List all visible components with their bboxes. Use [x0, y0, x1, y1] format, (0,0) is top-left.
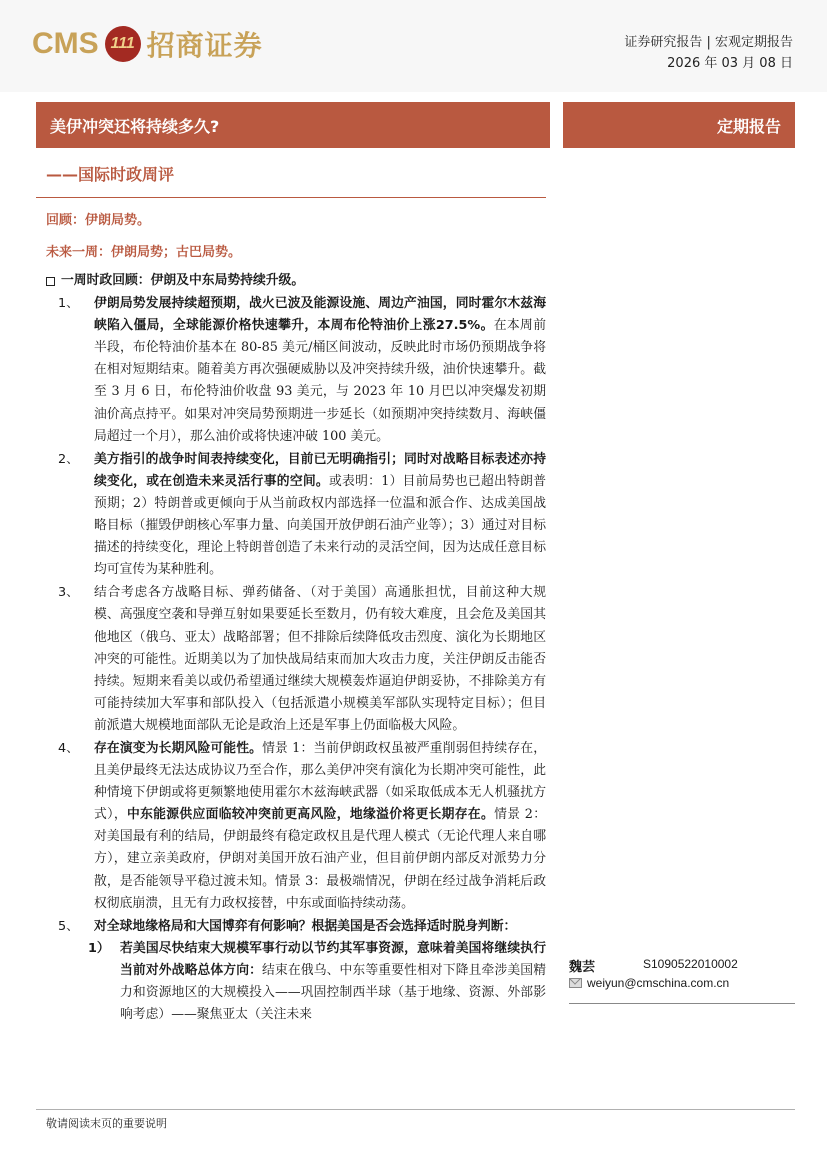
logo-chinese-name: 招商证券 — [146, 29, 263, 62]
summary-next-week: 未来一周：伊朗局势；古巴局势。 — [46, 245, 242, 260]
logo-emblem-text: 111 — [110, 35, 135, 52]
page-header — [0, 0, 827, 92]
item-text — [94, 738, 546, 915]
analyst-license: S1090522010002 — [643, 957, 738, 971]
item-body-2: 情景 2：对美国最有利的结局，伊朗最终有稳定政权且是代理人模式（无论代理人来自哪方），建立亲美政府，伊朗对美国开放石油产业，但目前伊朗内部反对派势力分散，是否能领导平稳过渡未知。情景 3：最极端情况，伊朗在经过战争消耗后政权彻底崩溃，且无有力政权接替，中东或面临持续动荡。 — [94, 807, 547, 911]
item-bold: 存在演变为长期风险可能性。 — [94, 740, 263, 756]
title-banner — [36, 102, 550, 148]
sub-item-text — [120, 938, 546, 1026]
title-divider — [36, 197, 546, 198]
item-text — [94, 293, 546, 448]
sub-item-bold: 若美国尽快结束大规模军事行动以节约其军事资源，意味着美国将继续执行当前对外战略总体方向： — [120, 940, 546, 978]
list-item — [46, 916, 546, 938]
item-number: 5、 — [58, 918, 79, 934]
list-item — [46, 582, 546, 737]
item-bold: 伊朗局势发展持续超预期，战火已波及能源设施、周边产油国，同时霍尔木兹海峡陷入僵局，全球能源价格快速攀升，本周布伦特油价上涨27.5%。 — [94, 296, 546, 334]
item-text — [94, 916, 546, 938]
analyst-name: 魏芸 — [569, 960, 596, 975]
list-item — [46, 738, 546, 915]
list-item — [46, 293, 546, 448]
item-text — [94, 449, 546, 582]
logo-emblem-icon — [105, 26, 141, 62]
sub-list-item — [46, 938, 546, 1026]
footer-disclaimer: 敬请阅读末页的重要说明 — [46, 1117, 167, 1130]
main-content — [46, 270, 546, 1026]
sub-item-number: 1） — [88, 940, 110, 956]
footer-divider — [36, 1109, 795, 1110]
analyst-email-row — [569, 976, 729, 990]
section-heading — [46, 270, 546, 292]
item-body: 结合考虑各方战略目标、弹药储备、（对于美国）高通胀担忧，目前这种大规模、高强度空袭和导弹互射如果要延长至数月，仍有较大难度，且会危及美国其他地区（俄乌、亚太）战略部署；但不排除后续降低攻击烈度、演化为长期地区冲突的可能性。近期美以为了加快战局结束而加大攻击力度，关注伊朗反击能否持续。短期来看美以或仍希望通过继续大规模轰炸逼迫伊朗妥协，不排除美方有可能持续加大军事和部队投入（包括派遣小规模美军部队实现特定目标）；但目前派遣大规模地面部队无论是政治上还是军事上仍面临极大风险。 — [94, 585, 546, 733]
item-number: 1、 — [58, 296, 79, 312]
report-type: 证券研究报告 | 宏观定期报告 — [624, 35, 793, 50]
report-date: 2026 年 03 月 08 日 — [667, 56, 793, 71]
item-body: 或表明：1）目前局势也已超出特朗普预期；2）特朗普或更倾向于从当前政权内部选择一位温和派合作、达成美国战略目标（摧毁伊朗核心军事力量、向美国开放伊朗石油产业等）；3）通过对目标描述的持续变化，理论上特朗普创造了未来行动的灵活空间，因为达成任意目标均可宣传为某种胜利。 — [94, 473, 546, 578]
item-bold: 对全球地缘格局和大国博弈有何影响？根据美国是否会选择适时脱身判断： — [94, 918, 517, 934]
item-number: 3、 — [58, 585, 79, 601]
analyst-email[interactable]: weiyun@cmschina.com.cn — [587, 976, 730, 990]
item-body: 情景 1：当前伊朗政权虽被严重削弱但持续存在，且美伊最终无法达成协议乃至合作，那么美伊冲突有演化为长期冲突可能性，此种情境下伊朗或将更频繁地使用霍尔木兹海峡武器（如采取低成本无人机骚扰方式）， — [94, 740, 546, 823]
bullet-square-icon — [46, 277, 55, 286]
item-text — [94, 582, 546, 737]
item-number: 4、 — [58, 740, 79, 756]
item-number: 2、 — [58, 451, 79, 467]
item-bold: 美方指引的战争时间表持续变化，目前已无明确指引；同时对战略目标表述亦持续变化，或在创造未来灵活行事的空间。 — [94, 451, 546, 489]
report-title: 美伊冲突还将持续多久? — [50, 116, 220, 136]
list-item — [46, 449, 546, 582]
summary-review: 回顾：伊朗局势。 — [46, 213, 151, 228]
report-category: 定期报告 — [716, 116, 781, 136]
sub-item-body: 结束在俄乌、中东等重要性相对下降且牵涉美国精力和资源地区的大规模投入——巩固控制西半球（基于地缘、资源、外部影响考虑）——聚焦亚太（关注未来 — [120, 962, 547, 1023]
item-body: 在本周前半段，布伦特油价基本在 80-85 美元/桶区间波动，反映此时市场仍预期战争将在相对短期结束。随着美方再次强硬威胁以及冲突持续升级，油价快速攀升。截至 3 月 6 日，布伦特油价收盘 93 美元，与 2023 年 10 月巴以冲突爆发初期油价高点持平。如果对冲突局势预期进一步延长（如预期冲突持续数月、海峡僵局超过一个月），那么油价或将快速冲破 100 美元。 — [94, 318, 546, 444]
logo-latin: CMS — [32, 27, 99, 60]
item-bold-2: 中东能源供应面临较冲突前更高风险，地缘溢价将更长期存在。 — [126, 807, 495, 823]
analyst-divider — [569, 1003, 795, 1004]
section-heading-text: 一周时政回顾：伊朗及中东局势持续升级。 — [61, 273, 305, 288]
company-logo — [32, 24, 263, 64]
report-subtitle: ——国际时政周评 — [46, 165, 175, 184]
report-category-banner — [563, 102, 795, 148]
mail-icon — [569, 978, 582, 988]
